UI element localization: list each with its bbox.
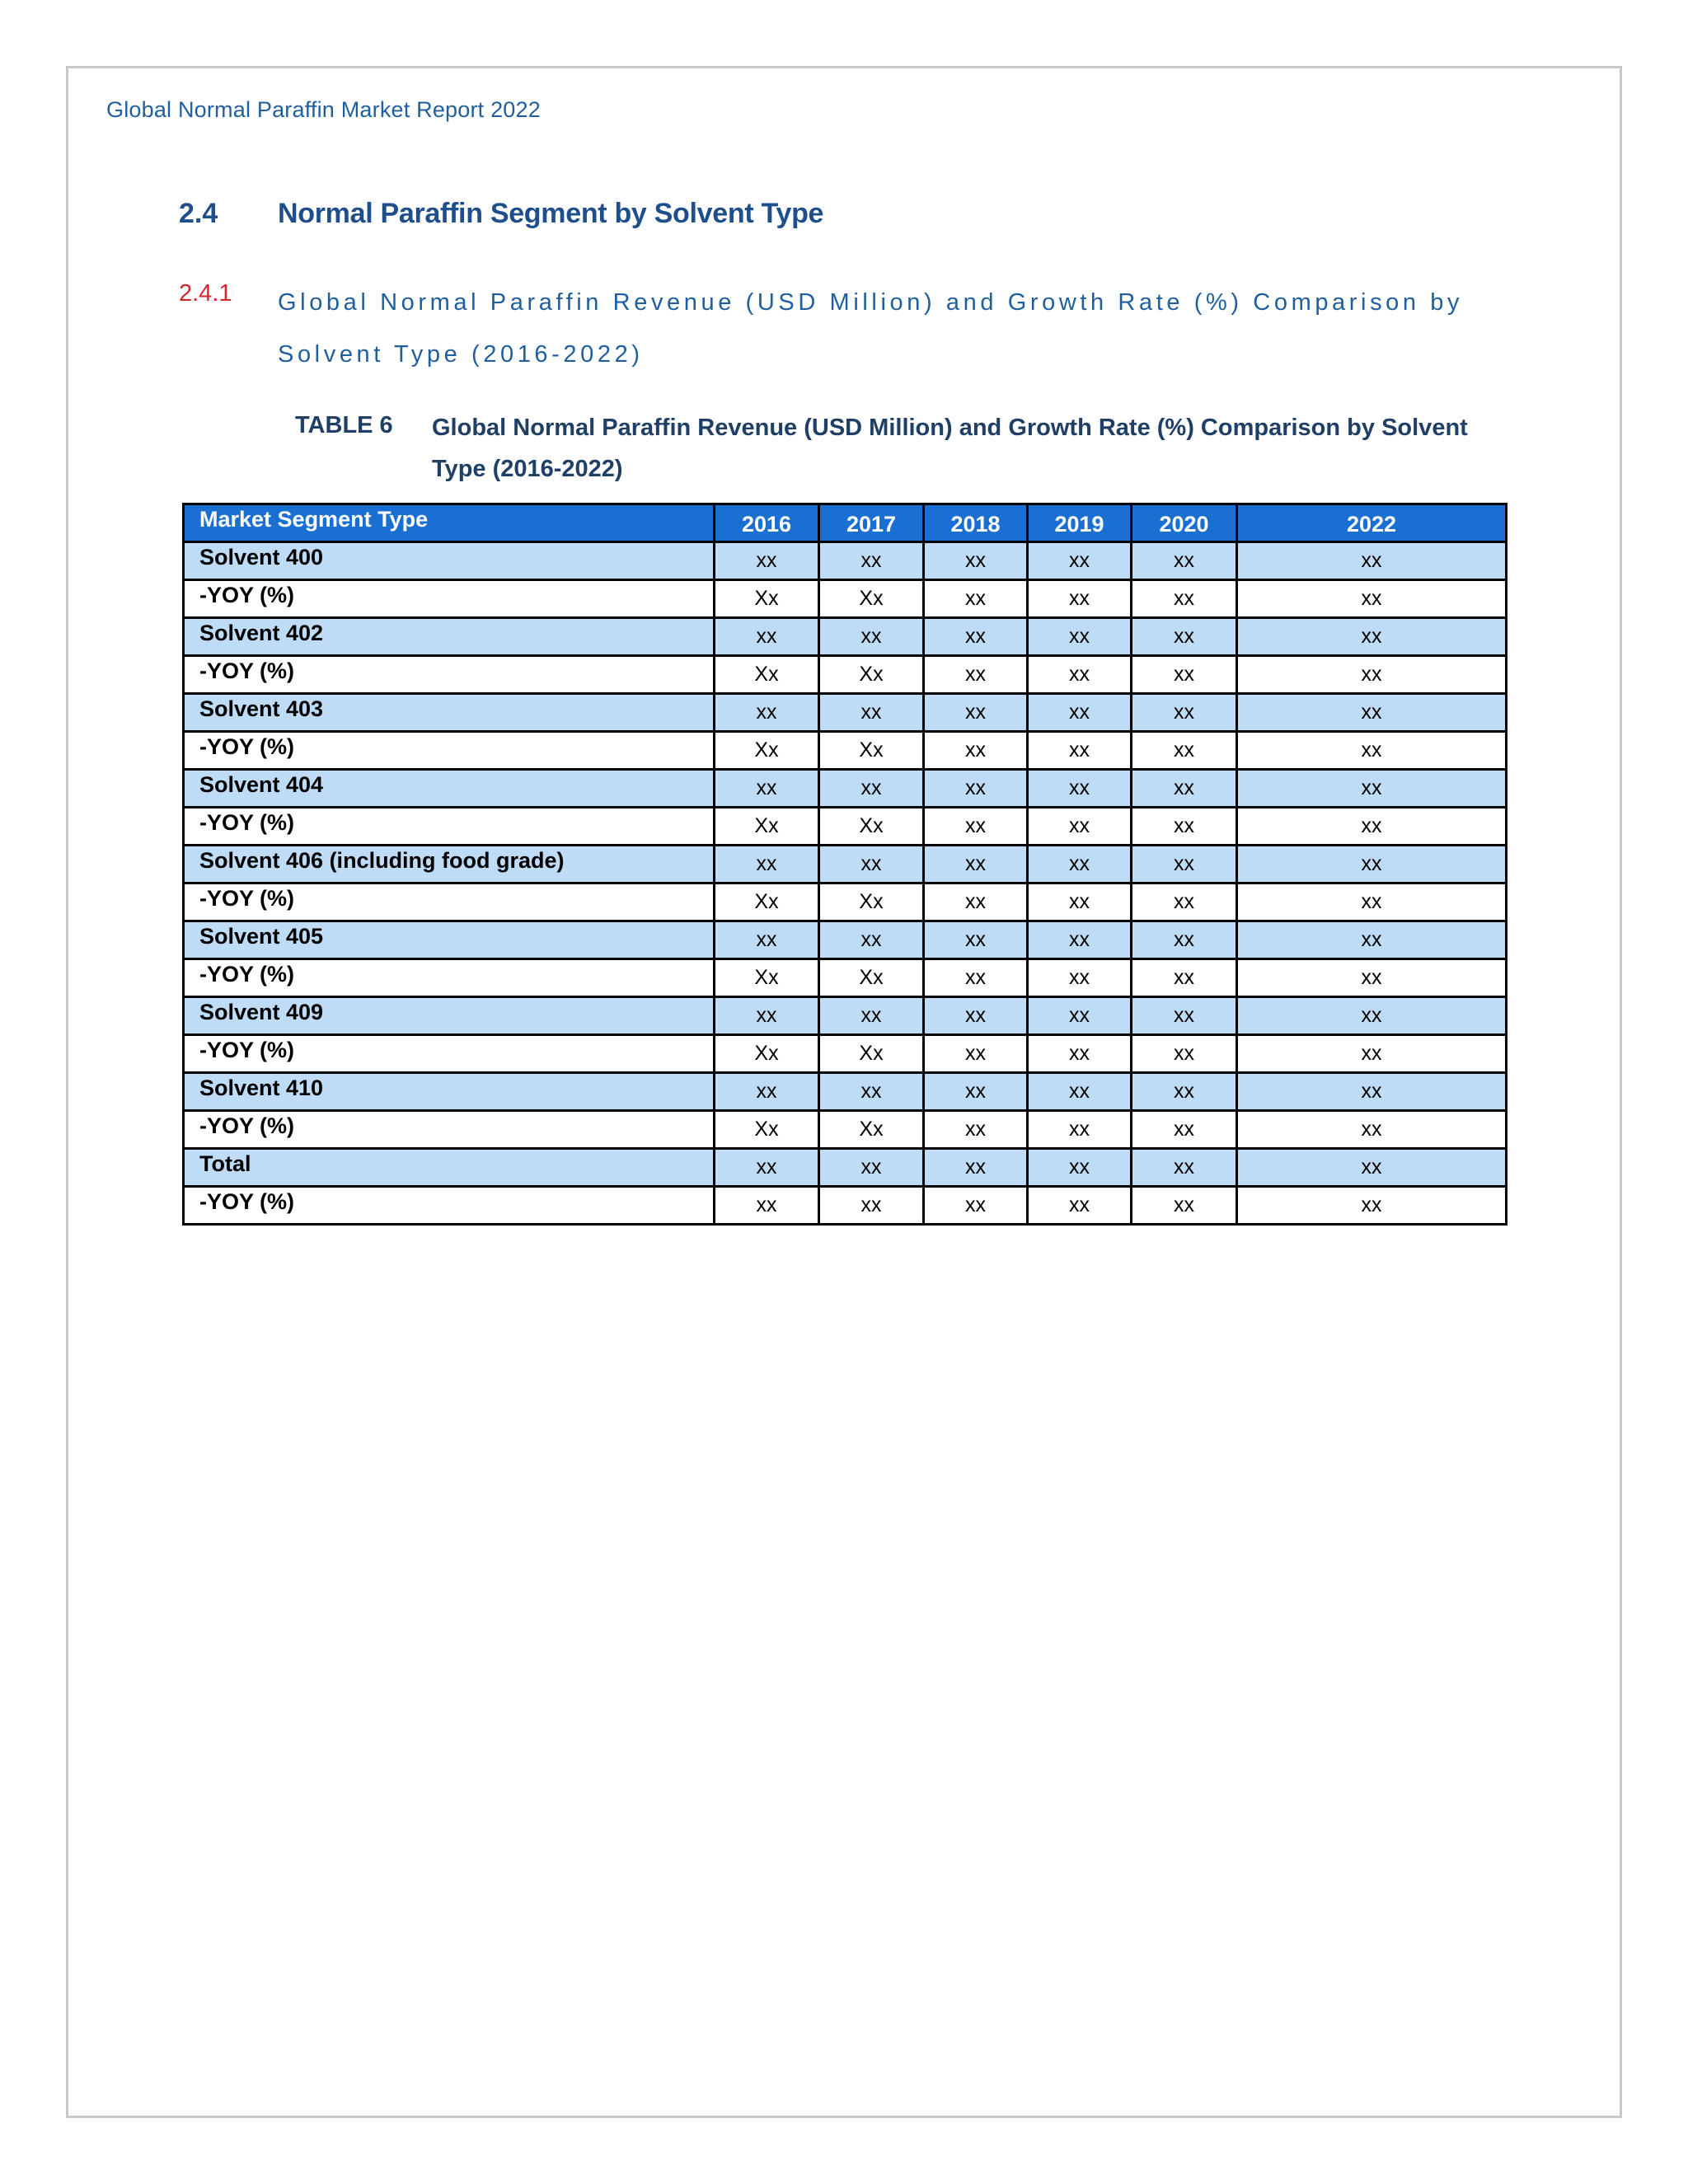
table-cell: xx [1132,1073,1237,1111]
table-cell: xx [924,846,1028,883]
column-header: 2019 [1028,504,1132,542]
table-cell: xx [1237,1149,1507,1187]
table-cell: xx [715,921,819,959]
table-cell: xx [924,1187,1028,1225]
table-cell: xx [1237,883,1507,921]
table-cell: Xx [819,1111,924,1149]
table-cell: xx [1237,846,1507,883]
table-cell: xx [1028,1073,1132,1111]
table-cell: xx [924,1035,1028,1073]
table-cell: xx [1028,1149,1132,1187]
table-row [184,1035,1507,1073]
table-row [184,656,1507,694]
table-cell: xx [924,808,1028,846]
table-cell: xx [1237,542,1507,580]
table-cell: xx [1132,959,1237,997]
subsection-number: 2.4.1 [179,280,232,307]
table-cell: xx [819,1073,924,1111]
table-row [184,883,1507,921]
table-cell: xx [715,1187,819,1225]
table-cell: xx [924,618,1028,656]
table-cell: xx [1028,883,1132,921]
table-cell: xx [1028,846,1132,883]
table-cell: xx [1132,580,1237,618]
table-cell: xx [924,997,1028,1035]
row-label: -YOY (%) [184,1187,715,1225]
table-cell: xx [924,732,1028,770]
table-cell: xx [1028,580,1132,618]
table-cell: xx [1237,694,1507,732]
row-label: Total [184,1149,715,1187]
table-cell: xx [1028,1187,1132,1225]
table-cell: xx [1132,694,1237,732]
table-row [184,618,1507,656]
table-header-row [184,504,1507,542]
table-row [184,846,1507,883]
section-title: Normal Paraffin Segment by Solvent Type [278,198,824,229]
table-cell: xx [819,770,924,808]
row-label: Solvent 400 [184,542,715,580]
column-header: 2016 [715,504,819,542]
table-cell: xx [1237,732,1507,770]
table-cell: Xx [715,1111,819,1149]
table-cell: Xx [819,808,924,846]
table-body [184,542,1507,1225]
table-cell: xx [715,1073,819,1111]
table-cell: xx [1132,846,1237,883]
table-cell: xx [819,1149,924,1187]
table-cell: Xx [819,580,924,618]
table-cell: Xx [819,883,924,921]
table-cell: xx [1028,656,1132,694]
table-label: TABLE 6 [295,412,393,438]
table-cell: xx [715,1149,819,1187]
table-cell: xx [924,770,1028,808]
table-row [184,770,1507,808]
table-cell: xx [1132,618,1237,656]
table-cell: xx [1028,997,1132,1035]
table-caption: Global Normal Paraffin Revenue (USD Million) and Growth Rate (%) Comparison by Solvent Type (2016-2022) [432,415,1468,482]
table-cell: xx [924,542,1028,580]
running-header: Global Normal Paraffin Market Report 2022 [106,97,541,122]
row-label: Solvent 404 [184,770,715,808]
table-cell: xx [715,694,819,732]
table-cell: xx [1028,732,1132,770]
table-cell: xx [1237,656,1507,694]
table-cell: xx [924,921,1028,959]
table-cell: xx [924,1073,1028,1111]
table-row [184,997,1507,1035]
table-cell: xx [1132,883,1237,921]
table-cell: xx [1028,618,1132,656]
table-cell: xx [819,694,924,732]
table-cell: xx [1237,808,1507,846]
table-cell: Xx [715,656,819,694]
table-row [184,1187,1507,1225]
table-cell: xx [924,694,1028,732]
table-row [184,959,1507,997]
table-cell: xx [1132,542,1237,580]
table-row [184,1111,1507,1149]
table-cell: xx [1028,1035,1132,1073]
row-label: -YOY (%) [184,808,715,846]
revenue-table [182,503,1507,1226]
column-header: 2022 [1237,504,1507,542]
table-cell: xx [924,883,1028,921]
table-cell: xx [1237,618,1507,656]
table-row [184,921,1507,959]
table-cell: xx [1028,808,1132,846]
table-cell: xx [715,846,819,883]
table-cell: xx [1132,770,1237,808]
row-label: -YOY (%) [184,1111,715,1149]
table-cell: xx [715,618,819,656]
table-cell: Xx [715,808,819,846]
table-cell: xx [1132,1187,1237,1225]
table-cell: xx [715,542,819,580]
subsection-title: Global Normal Paraffin Revenue (USD Million) and Growth Rate (%) Comparison by Solvent Type (2016-2022) [278,289,1464,368]
row-label: -YOY (%) [184,883,715,921]
table-row [184,694,1507,732]
table-cell: Xx [819,959,924,997]
table-cell: xx [715,770,819,808]
table-cell: xx [1028,959,1132,997]
table-row [184,808,1507,846]
table-cell: xx [924,1149,1028,1187]
table-row [184,580,1507,618]
row-label: Solvent 403 [184,694,715,732]
table-cell: xx [715,997,819,1035]
table-cell: Xx [819,732,924,770]
column-header: 2020 [1132,504,1237,542]
table-row [184,1073,1507,1111]
table-cell: Xx [715,580,819,618]
row-label: -YOY (%) [184,1035,715,1073]
column-header: 2017 [819,504,924,542]
table-cell: Xx [715,732,819,770]
table-cell: xx [1237,1035,1507,1073]
table-cell: Xx [715,959,819,997]
table-row [184,1149,1507,1187]
table-cell: xx [1237,959,1507,997]
table-cell: xx [924,959,1028,997]
table-cell: xx [1132,1149,1237,1187]
table-cell: xx [819,997,924,1035]
table-cell: Xx [715,1035,819,1073]
table-cell: xx [1028,542,1132,580]
table-cell: xx [1132,1035,1237,1073]
table-cell: xx [924,580,1028,618]
table-cell: xx [1028,770,1132,808]
table-cell: xx [924,1111,1028,1149]
table-cell: Xx [819,1035,924,1073]
table-cell: xx [924,656,1028,694]
table-cell: xx [1028,1111,1132,1149]
row-label: -YOY (%) [184,656,715,694]
table-cell: xx [1132,808,1237,846]
table-cell: xx [1237,770,1507,808]
table-cell: xx [1237,1111,1507,1149]
table-cell: xx [1237,1073,1507,1111]
table-cell: Xx [715,883,819,921]
table-cell: xx [819,1187,924,1225]
row-label: -YOY (%) [184,732,715,770]
table-cell: xx [1237,921,1507,959]
table-cell: xx [1132,732,1237,770]
table-cell: xx [1237,1187,1507,1225]
table-cell: xx [1132,921,1237,959]
row-label: Solvent 410 [184,1073,715,1111]
table-cell: xx [1132,1111,1237,1149]
table-cell: xx [819,846,924,883]
table-cell: xx [1132,997,1237,1035]
row-label: Solvent 406 (including food grade) [184,846,715,883]
table-row [184,542,1507,580]
table-cell: xx [1028,694,1132,732]
row-label: Solvent 409 [184,997,715,1035]
row-label: -YOY (%) [184,959,715,997]
table-cell: xx [1237,997,1507,1035]
column-header: Market Segment Type [184,504,715,542]
table-cell: xx [1237,580,1507,618]
table-cell: xx [819,921,924,959]
table-row [184,732,1507,770]
section-number: 2.4 [179,198,218,229]
row-label: -YOY (%) [184,580,715,618]
table-cell: xx [819,618,924,656]
table-cell: xx [819,542,924,580]
column-header: 2018 [924,504,1028,542]
table-cell: xx [1028,921,1132,959]
table-cell: Xx [819,656,924,694]
row-label: Solvent 402 [184,618,715,656]
table-cell: xx [1132,656,1237,694]
row-label: Solvent 405 [184,921,715,959]
